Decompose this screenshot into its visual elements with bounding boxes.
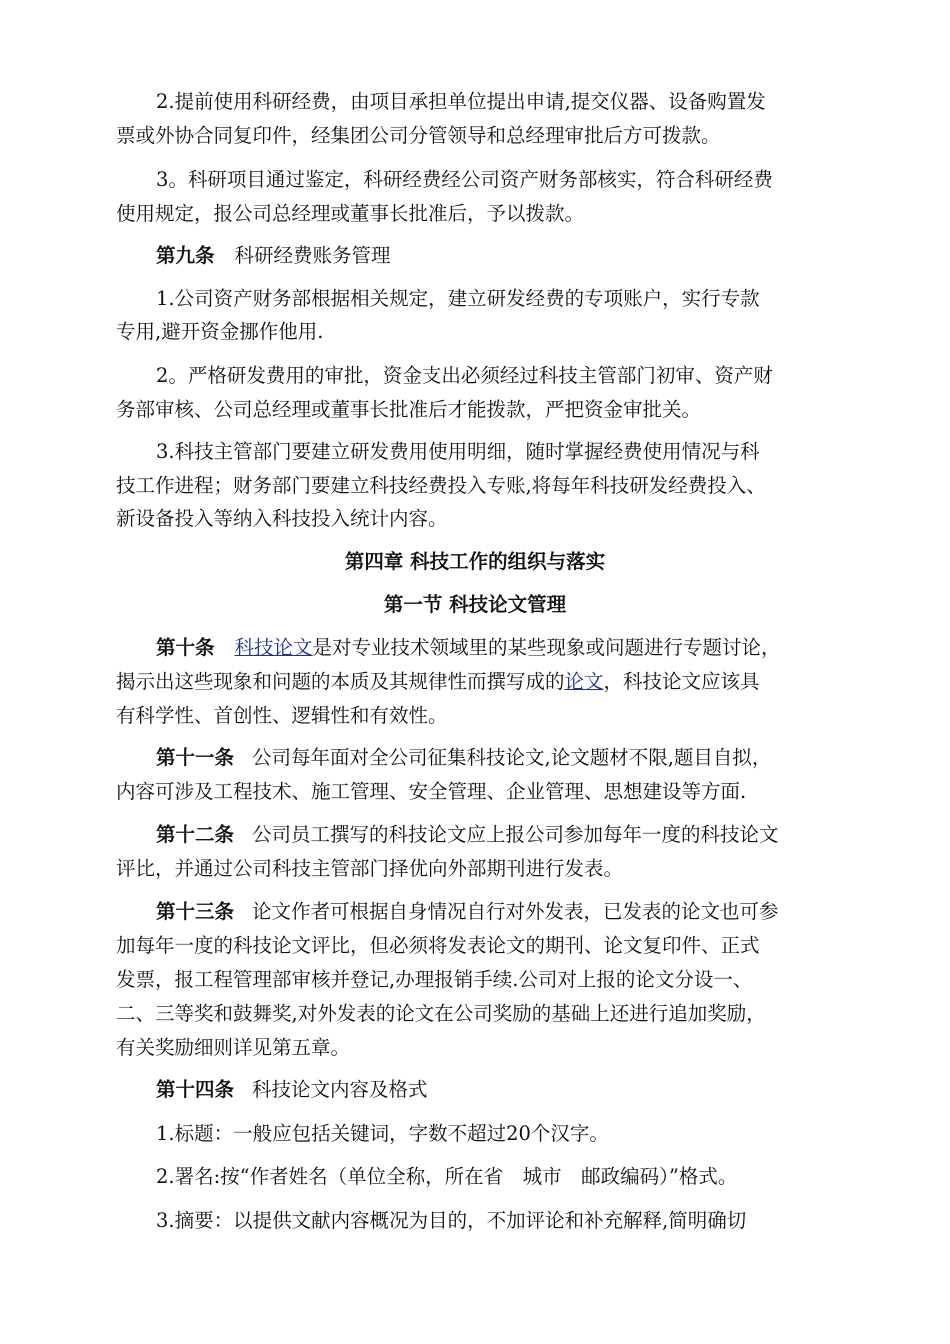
list-item: 1.标题：一般应包括关键词，字数不超过20个汉字。: [156, 1122, 609, 1145]
text-line: 1.公司资产财务部根据相关规定，建立研发经费的专项账户，实行专款: [156, 287, 760, 310]
paper-link-2[interactable]: 论文: [564, 670, 604, 693]
article-text: 公司员工撰写的科技论文应上报公司参加每年一度的科技论文: [252, 823, 779, 846]
text-line: 2。严格研发费用的审批，资金支出必须经过科技主管部门初审、资产财: [156, 364, 773, 387]
article-title: 第十一条: [156, 746, 235, 769]
text-line: 专用,避开资金挪作他用.: [116, 320, 324, 343]
text-line: 2.提前使用科研经费，由项目承担单位提出申请,提交仪器、设备购置发: [156, 90, 766, 113]
chapter-heading: 第四章 科技工作的组织与落实: [344, 550, 606, 573]
list-item: 3.摘要：以提供文献内容概况为目的，不加评论和补充解释,简明确切: [156, 1209, 747, 1232]
article-text: 论文作者可根据自身情况自行对外发表，已发表的论文也可参: [252, 900, 779, 923]
article-title: 第十二条: [156, 823, 235, 846]
article-title: 第九条: [156, 244, 215, 267]
text-line: 票或外协合同复印件，经集团公司分管领导和总经理审批后方可拨款。: [116, 124, 721, 147]
article-text: 揭示出这些现象和问题的本质及其规律性而撰写成的: [116, 670, 565, 693]
article-text: 科研经费账务管理: [234, 244, 391, 267]
text-line: 3。科研项目通过鉴定，科研经费经公司资产财务部核实，符合科研经费: [156, 168, 773, 191]
article-12-line: [156, 825, 779, 845]
text-line: 有科学性、首创性、逻辑性和有效性。: [116, 704, 448, 727]
article-title: 第十条: [156, 636, 215, 659]
article-text: 是对专业技术领域里的某些现象或问题进行专题讨论，: [312, 636, 781, 659]
article-text: 科技论文内容及格式: [252, 1078, 428, 1101]
article-title: 第十三条: [156, 900, 235, 923]
article-11-line: [156, 748, 771, 768]
article-14-heading: [156, 1080, 428, 1100]
text-line: 有关奖励细则详见第五章。: [116, 1036, 351, 1059]
text-line: 技工作进程；财务部门要建立科技经费投入专账,将每年科技研发经费投入、: [116, 474, 766, 497]
text-line: 使用规定，报公司总经理或董事长批准后，予以拨款。: [116, 202, 585, 225]
paper-link[interactable]: 科技论文: [234, 636, 313, 659]
text-line: 3.科技主管部门要建立研发费用使用明细，随时掌握经费使用情况与科: [156, 440, 760, 463]
section-heading: 第一节 科技论文管理: [383, 593, 567, 616]
text-line: 加每年一度的科技论文评比，但必须将发表论文的期刊、论文复印件、正式: [116, 934, 760, 957]
article-10-line: [156, 638, 781, 658]
text-line: 评比，并通过公司科技主管部门择优向外部期刊进行发表。: [116, 857, 624, 880]
text-line: 新设备投入等纳入科技投入统计内容。: [116, 507, 448, 530]
list-item: 2.署名:按“作者姓名（单位全称，所在省 城市 邮政编码）”格式。: [156, 1165, 738, 1188]
text-line: 内容可涉及工程技术、施工管理、安全管理、企业管理、思想建设等方面.: [116, 780, 747, 803]
article-text: ，科技论文应该具: [603, 670, 760, 693]
text-line: [116, 672, 760, 692]
text-line: 二、三等奖和鼓舞奖,对外发表的论文在公司奖励的基础上还进行追加奖励，: [116, 1002, 766, 1025]
text-line: 务部审核、公司总经理或董事长批准后才能拨款，严把资金审批关。: [116, 398, 702, 421]
article-13-line: [156, 902, 779, 922]
article-9-heading: [156, 246, 391, 266]
article-text: 公司每年面对全公司征集科技论文,论文题材不限,题目自拟，: [252, 746, 772, 769]
text-line: 发票，报工程管理部审核并登记,办理报销手续.公司对上报的论文分设一、: [116, 968, 753, 991]
article-title: 第十四条: [156, 1078, 235, 1101]
